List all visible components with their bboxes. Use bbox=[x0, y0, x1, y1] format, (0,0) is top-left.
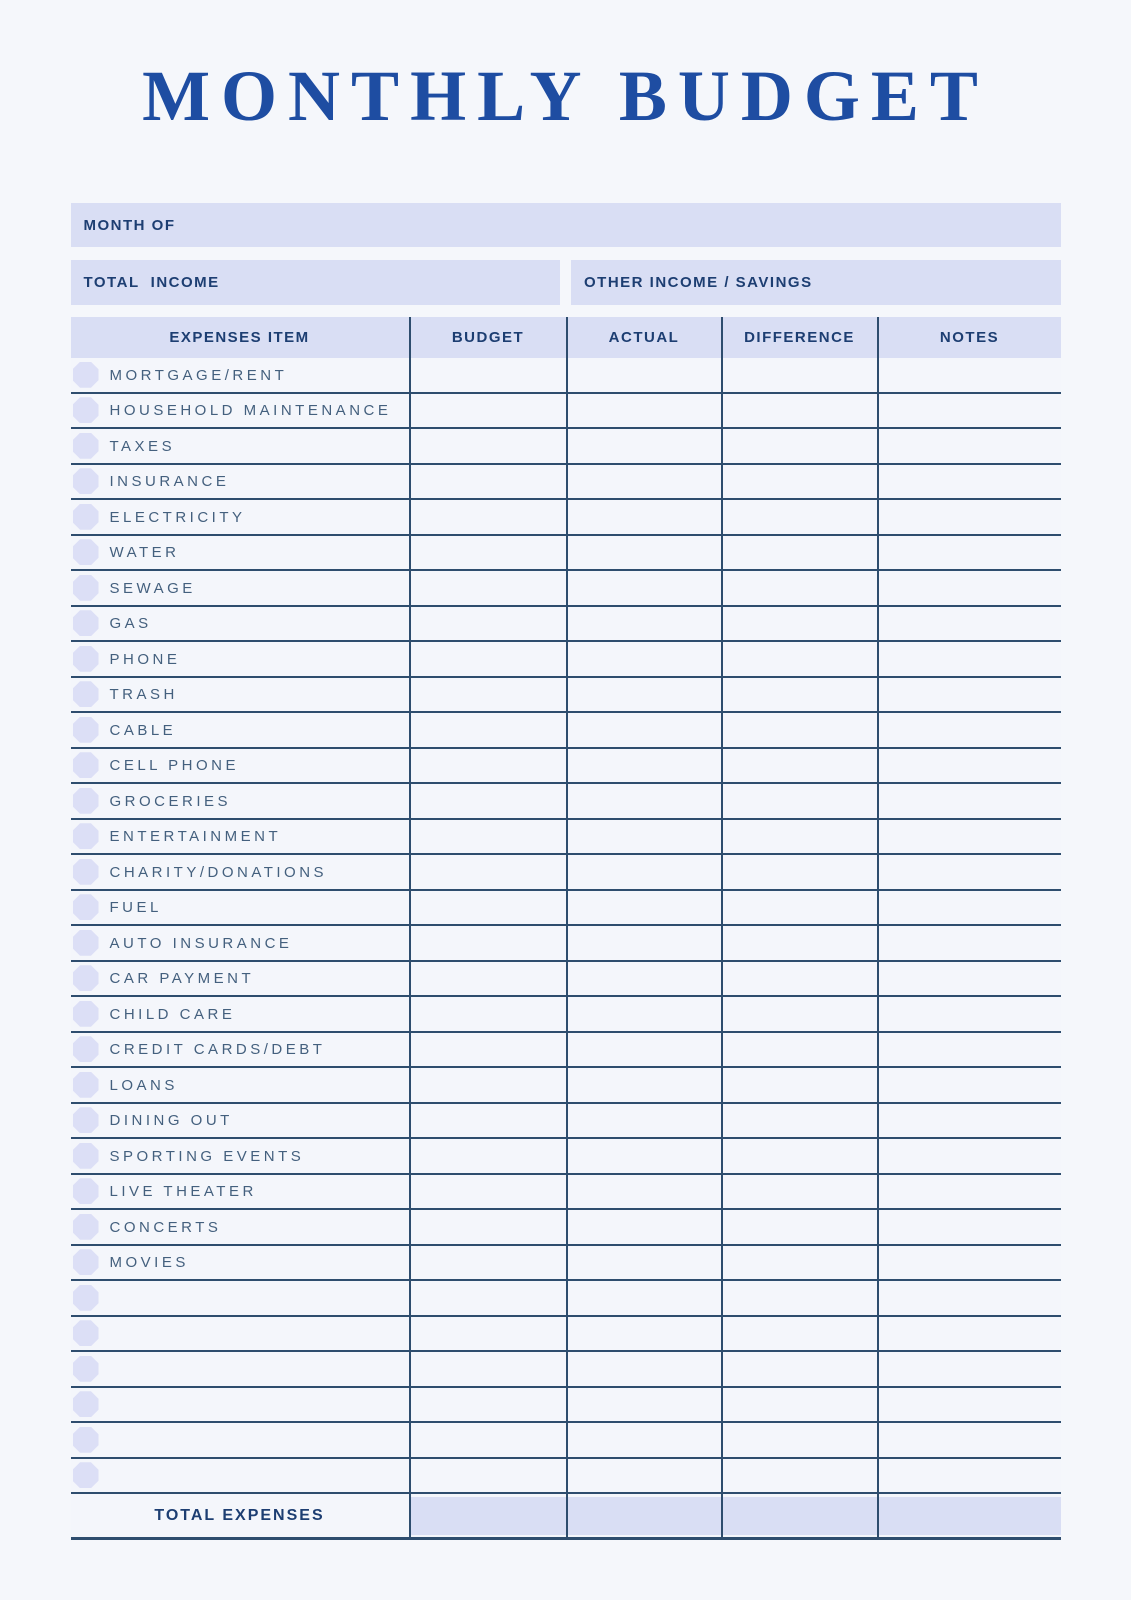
bullet-icon bbox=[73, 397, 99, 423]
table-row bbox=[71, 1033, 1061, 1069]
bullet-icon bbox=[73, 681, 99, 707]
notes-cell[interactable] bbox=[877, 678, 1061, 712]
notes-cell[interactable] bbox=[877, 1068, 1061, 1102]
actual-cell[interactable] bbox=[566, 1352, 721, 1386]
difference-cell[interactable] bbox=[721, 1104, 877, 1138]
page-title: MONTHLY BUDGET bbox=[142, 56, 989, 136]
actual-cell[interactable] bbox=[566, 642, 721, 676]
difference-cell[interactable] bbox=[721, 749, 877, 783]
table-row bbox=[71, 855, 1061, 891]
table-row bbox=[71, 1210, 1061, 1246]
bullet-icon bbox=[73, 433, 99, 459]
expense-item-label: PHONE bbox=[109, 650, 181, 668]
table-row bbox=[71, 465, 1061, 501]
notes-cell[interactable] bbox=[877, 571, 1061, 605]
budget-cell[interactable] bbox=[409, 358, 566, 392]
actual-cell[interactable] bbox=[566, 536, 721, 570]
table-row bbox=[71, 962, 1061, 998]
table-row bbox=[71, 1104, 1061, 1140]
month-of-label: MONTH OF bbox=[83, 216, 176, 234]
expense-item-cell bbox=[71, 749, 409, 783]
column-header-actual: ACTUAL bbox=[566, 317, 721, 358]
table-row-empty bbox=[71, 1423, 1061, 1459]
notes-cell[interactable] bbox=[877, 465, 1061, 499]
bullet-icon bbox=[73, 1427, 99, 1453]
notes-cell[interactable] bbox=[877, 891, 1061, 925]
actual-cell[interactable] bbox=[566, 855, 721, 889]
difference-cell[interactable] bbox=[721, 784, 877, 818]
difference-cell[interactable] bbox=[721, 607, 877, 641]
budget-cell[interactable] bbox=[409, 642, 566, 676]
expense-item-label: ENTERTAINMENT bbox=[109, 828, 282, 846]
notes-cell[interactable] bbox=[877, 855, 1061, 889]
notes-cell[interactable] bbox=[877, 607, 1061, 641]
expense-item-cell bbox=[71, 891, 409, 925]
expense-item-cell bbox=[71, 678, 409, 712]
notes-cell[interactable] bbox=[877, 642, 1061, 676]
table-row bbox=[71, 1139, 1061, 1175]
notes-cell[interactable] bbox=[877, 1388, 1061, 1422]
notes-cell[interactable] bbox=[877, 1033, 1061, 1067]
difference-cell[interactable] bbox=[721, 429, 877, 463]
budget-cell[interactable] bbox=[409, 429, 566, 463]
expense-item-label: ELECTRICITY bbox=[109, 508, 246, 526]
expense-item-label: HOUSEHOLD MAINTENANCE bbox=[109, 402, 392, 420]
expense-item-cell bbox=[71, 784, 409, 818]
difference-cell[interactable] bbox=[721, 394, 877, 428]
table-row bbox=[71, 713, 1061, 749]
expense-item-cell bbox=[71, 536, 409, 570]
table-header-row bbox=[71, 317, 1061, 358]
expense-item-cell bbox=[71, 1139, 409, 1173]
total-income-input[interactable] bbox=[220, 260, 560, 305]
bullet-icon bbox=[73, 894, 99, 920]
notes-cell[interactable] bbox=[877, 997, 1061, 1031]
expense-item-label: FUEL bbox=[109, 899, 162, 917]
expense-item-cell bbox=[71, 1423, 409, 1457]
expenses-table-body bbox=[71, 358, 1061, 1494]
budget-cell[interactable] bbox=[409, 1033, 566, 1067]
expense-item-label: TRASH bbox=[109, 686, 178, 704]
notes-cell[interactable] bbox=[877, 429, 1061, 463]
budget-cell[interactable] bbox=[409, 678, 566, 712]
total-income-label: TOTAL INCOME bbox=[83, 274, 220, 291]
actual-cell[interactable] bbox=[566, 571, 721, 605]
budget-cell[interactable] bbox=[409, 926, 566, 960]
column-header-expenses-item: EXPENSES ITEM bbox=[71, 317, 409, 358]
bullet-icon bbox=[73, 1178, 99, 1204]
expense-item-label: SPORTING EVENTS bbox=[109, 1147, 305, 1165]
table-row-empty bbox=[71, 1352, 1061, 1388]
expense-item-label: AUTO INSURANCE bbox=[109, 934, 293, 952]
actual-cell[interactable] bbox=[566, 1246, 721, 1280]
expense-item-cell bbox=[71, 713, 409, 747]
notes-cell[interactable] bbox=[877, 536, 1061, 570]
budget-cell[interactable] bbox=[409, 713, 566, 747]
difference-cell[interactable] bbox=[721, 1423, 877, 1457]
bullet-icon bbox=[73, 823, 99, 849]
bullet-icon bbox=[73, 539, 99, 565]
bullet-icon bbox=[73, 1214, 99, 1240]
table-row-empty bbox=[71, 1281, 1061, 1317]
budget-cell[interactable] bbox=[409, 465, 566, 499]
bullet-icon bbox=[73, 1391, 99, 1417]
expense-item-label: CONCERTS bbox=[109, 1218, 222, 1236]
bullet-icon bbox=[73, 1462, 99, 1488]
budget-cell[interactable] bbox=[409, 1423, 566, 1457]
budget-cell[interactable] bbox=[409, 394, 566, 428]
difference-cell[interactable] bbox=[721, 1317, 877, 1351]
total-actual-cell[interactable] bbox=[566, 1494, 721, 1537]
budget-cell[interactable] bbox=[409, 997, 566, 1031]
table-row bbox=[71, 394, 1061, 430]
difference-cell[interactable] bbox=[721, 855, 877, 889]
difference-cell[interactable] bbox=[721, 642, 877, 676]
table-row bbox=[71, 500, 1061, 536]
expense-item-label: LOANS bbox=[109, 1076, 178, 1094]
actual-cell[interactable] bbox=[566, 997, 721, 1031]
table-row-empty bbox=[71, 1388, 1061, 1424]
table-row bbox=[71, 1246, 1061, 1282]
notes-cell[interactable] bbox=[877, 394, 1061, 428]
table-row bbox=[71, 358, 1061, 394]
expense-item-cell bbox=[71, 465, 409, 499]
bullet-icon bbox=[73, 1143, 99, 1169]
difference-cell[interactable] bbox=[721, 997, 877, 1031]
notes-cell[interactable] bbox=[877, 358, 1061, 392]
expense-item-label: GAS bbox=[109, 615, 152, 633]
budget-cell[interactable] bbox=[409, 855, 566, 889]
total-income-field bbox=[71, 260, 561, 305]
expense-item-cell bbox=[71, 1033, 409, 1067]
actual-cell[interactable] bbox=[566, 1068, 721, 1102]
actual-cell[interactable] bbox=[566, 1139, 721, 1173]
notes-cell[interactable] bbox=[877, 1281, 1061, 1315]
bullet-icon bbox=[73, 1001, 99, 1027]
expense-item-cell bbox=[71, 962, 409, 996]
expense-item-cell bbox=[71, 1459, 409, 1493]
budget-cell[interactable] bbox=[409, 891, 566, 925]
bullet-icon bbox=[73, 1249, 99, 1275]
notes-cell[interactable] bbox=[877, 784, 1061, 818]
table-row bbox=[71, 891, 1061, 927]
bullet-icon bbox=[73, 1285, 99, 1311]
actual-cell[interactable] bbox=[566, 926, 721, 960]
notes-cell[interactable] bbox=[877, 713, 1061, 747]
bullet-icon bbox=[73, 1107, 99, 1133]
actual-cell[interactable] bbox=[566, 1210, 721, 1244]
expense-item-cell bbox=[71, 997, 409, 1031]
notes-cell[interactable] bbox=[877, 749, 1061, 783]
budget-cell[interactable] bbox=[409, 500, 566, 534]
actual-cell[interactable] bbox=[566, 1104, 721, 1138]
income-row bbox=[71, 260, 1061, 305]
difference-cell[interactable] bbox=[721, 926, 877, 960]
expense-item-label: SEWAGE bbox=[109, 579, 196, 597]
column-header-difference: DIFFERENCE bbox=[721, 317, 877, 358]
bullet-icon bbox=[73, 610, 99, 636]
expense-item-cell bbox=[71, 1068, 409, 1102]
expense-item-label: CHARITY/DONATIONS bbox=[109, 863, 328, 881]
actual-cell[interactable] bbox=[566, 1317, 721, 1351]
column-header-notes: NOTES bbox=[877, 317, 1061, 358]
actual-cell[interactable] bbox=[566, 962, 721, 996]
expense-item-label: CAR PAYMENT bbox=[109, 970, 255, 988]
column-header-budget: BUDGET bbox=[409, 317, 566, 358]
budget-cell[interactable] bbox=[409, 1281, 566, 1315]
difference-cell[interactable] bbox=[721, 713, 877, 747]
expense-item-cell bbox=[71, 1104, 409, 1138]
budget-cell[interactable] bbox=[409, 1068, 566, 1102]
expense-item-label: GROCERIES bbox=[109, 792, 232, 810]
difference-cell[interactable] bbox=[721, 571, 877, 605]
budget-cell[interactable] bbox=[409, 962, 566, 996]
actual-cell[interactable] bbox=[566, 607, 721, 641]
total-difference-cell[interactable] bbox=[721, 1494, 877, 1537]
difference-cell[interactable] bbox=[721, 1175, 877, 1209]
actual-cell[interactable] bbox=[566, 394, 721, 428]
month-of-field bbox=[71, 203, 1061, 247]
notes-cell[interactable] bbox=[877, 1352, 1061, 1386]
table-row bbox=[71, 1175, 1061, 1211]
total-expenses-row bbox=[71, 1494, 1061, 1540]
bullet-icon bbox=[73, 1356, 99, 1382]
difference-cell[interactable] bbox=[721, 1246, 877, 1280]
table-row bbox=[71, 571, 1061, 607]
table-row bbox=[71, 784, 1061, 820]
month-of-input[interactable] bbox=[176, 203, 1061, 247]
difference-cell[interactable] bbox=[721, 536, 877, 570]
expense-item-label: CABLE bbox=[109, 721, 177, 739]
expenses-table bbox=[71, 317, 1061, 1540]
expense-item-cell bbox=[71, 1281, 409, 1315]
budget-cell[interactable] bbox=[409, 1210, 566, 1244]
difference-cell[interactable] bbox=[721, 1068, 877, 1102]
expense-item-cell bbox=[71, 607, 409, 641]
total-notes-cell[interactable] bbox=[877, 1494, 1061, 1537]
expense-item-cell bbox=[71, 1352, 409, 1386]
expense-item-label: LIVE THEATER bbox=[109, 1183, 257, 1201]
actual-cell[interactable] bbox=[566, 820, 721, 854]
total-expenses-label: TOTAL EXPENSES bbox=[154, 1506, 325, 1524]
budget-cell[interactable] bbox=[409, 607, 566, 641]
expense-item-cell bbox=[71, 642, 409, 676]
table-row bbox=[71, 749, 1061, 785]
table-row bbox=[71, 642, 1061, 678]
budget-cell[interactable] bbox=[409, 1459, 566, 1493]
actual-cell[interactable] bbox=[566, 713, 721, 747]
bullet-icon bbox=[73, 788, 99, 814]
actual-cell[interactable] bbox=[566, 358, 721, 392]
expense-item-cell bbox=[71, 926, 409, 960]
notes-cell[interactable] bbox=[877, 1246, 1061, 1280]
bullet-icon bbox=[73, 468, 99, 494]
other-income-savings-input[interactable] bbox=[813, 260, 1061, 305]
expense-item-cell bbox=[71, 429, 409, 463]
expense-item-cell bbox=[71, 394, 409, 428]
actual-cell[interactable] bbox=[566, 465, 721, 499]
table-row bbox=[71, 429, 1061, 465]
expense-item-cell bbox=[71, 500, 409, 534]
bullet-icon bbox=[73, 646, 99, 672]
expense-item-label: MOVIES bbox=[109, 1254, 189, 1272]
difference-cell[interactable] bbox=[721, 962, 877, 996]
difference-cell[interactable] bbox=[721, 1033, 877, 1067]
notes-cell[interactable] bbox=[877, 820, 1061, 854]
expense-item-label: MORTGAGE/RENT bbox=[109, 366, 288, 384]
difference-cell[interactable] bbox=[721, 891, 877, 925]
difference-cell[interactable] bbox=[721, 1352, 877, 1386]
bullet-icon bbox=[73, 504, 99, 530]
table-row bbox=[71, 926, 1061, 962]
budget-cell[interactable] bbox=[409, 749, 566, 783]
bullet-icon bbox=[73, 575, 99, 601]
actual-cell[interactable] bbox=[566, 678, 721, 712]
actual-cell[interactable] bbox=[566, 1033, 721, 1067]
expense-item-cell bbox=[71, 1246, 409, 1280]
budget-cell[interactable] bbox=[409, 820, 566, 854]
actual-cell[interactable] bbox=[566, 1388, 721, 1422]
expense-item-label: CREDIT CARDS/DEBT bbox=[109, 1041, 326, 1059]
actual-cell[interactable] bbox=[566, 1423, 721, 1457]
table-row bbox=[71, 997, 1061, 1033]
actual-cell[interactable] bbox=[566, 1281, 721, 1315]
actual-cell[interactable] bbox=[566, 891, 721, 925]
table-row bbox=[71, 820, 1061, 856]
expense-item-label: TAXES bbox=[109, 437, 176, 455]
difference-cell[interactable] bbox=[721, 1388, 877, 1422]
difference-cell[interactable] bbox=[721, 678, 877, 712]
budget-cell[interactable] bbox=[409, 1175, 566, 1209]
notes-cell[interactable] bbox=[877, 1104, 1061, 1138]
expense-item-label: CELL PHONE bbox=[109, 757, 239, 775]
budget-cell[interactable] bbox=[409, 1139, 566, 1173]
budget-cell[interactable] bbox=[409, 784, 566, 818]
notes-cell[interactable] bbox=[877, 1459, 1061, 1493]
table-row bbox=[71, 1068, 1061, 1104]
total-expenses-label-cell bbox=[71, 1494, 409, 1537]
difference-cell[interactable] bbox=[721, 820, 877, 854]
difference-cell[interactable] bbox=[721, 465, 877, 499]
other-income-savings-field bbox=[571, 260, 1061, 305]
actual-cell[interactable] bbox=[566, 1459, 721, 1493]
expense-item-label: DINING OUT bbox=[109, 1112, 233, 1130]
notes-cell[interactable] bbox=[877, 926, 1061, 960]
expense-item-cell bbox=[71, 820, 409, 854]
notes-cell[interactable] bbox=[877, 1423, 1061, 1457]
notes-cell[interactable] bbox=[877, 962, 1061, 996]
bullet-icon bbox=[73, 1036, 99, 1062]
difference-cell[interactable] bbox=[721, 1281, 877, 1315]
budget-cell[interactable] bbox=[409, 1388, 566, 1422]
difference-cell[interactable] bbox=[721, 1139, 877, 1173]
actual-cell[interactable] bbox=[566, 749, 721, 783]
expense-item-cell bbox=[71, 1388, 409, 1422]
actual-cell[interactable] bbox=[566, 500, 721, 534]
bullet-icon bbox=[73, 362, 99, 388]
table-row bbox=[71, 536, 1061, 572]
total-budget-cell[interactable] bbox=[409, 1494, 566, 1537]
table-row-empty bbox=[71, 1317, 1061, 1353]
notes-cell[interactable] bbox=[877, 1139, 1061, 1173]
budget-cell[interactable] bbox=[409, 571, 566, 605]
expense-item-label: WATER bbox=[109, 544, 180, 562]
table-row bbox=[71, 607, 1061, 643]
table-row-empty bbox=[71, 1459, 1061, 1495]
budget-cell[interactable] bbox=[409, 1246, 566, 1280]
actual-cell[interactable] bbox=[566, 1175, 721, 1209]
expense-item-label: INSURANCE bbox=[109, 473, 230, 491]
bullet-icon bbox=[73, 717, 99, 743]
table-row bbox=[71, 678, 1061, 714]
expense-item-label: CHILD CARE bbox=[109, 1005, 236, 1023]
actual-cell[interactable] bbox=[566, 784, 721, 818]
expense-item-cell bbox=[71, 1317, 409, 1351]
bullet-icon bbox=[73, 1320, 99, 1346]
other-income-savings-label: OTHER INCOME / SAVINGS bbox=[584, 274, 813, 291]
budget-cell[interactable] bbox=[409, 536, 566, 570]
notes-cell[interactable] bbox=[877, 1317, 1061, 1351]
difference-cell[interactable] bbox=[721, 1210, 877, 1244]
expense-item-cell bbox=[71, 358, 409, 392]
difference-cell[interactable] bbox=[721, 500, 877, 534]
notes-cell[interactable] bbox=[877, 1210, 1061, 1244]
expense-item-cell bbox=[71, 855, 409, 889]
actual-cell[interactable] bbox=[566, 429, 721, 463]
bullet-icon bbox=[73, 752, 99, 778]
budget-cell[interactable] bbox=[409, 1104, 566, 1138]
notes-cell[interactable] bbox=[877, 1175, 1061, 1209]
bullet-icon bbox=[73, 930, 99, 956]
expense-item-cell bbox=[71, 1175, 409, 1209]
bullet-icon bbox=[73, 1072, 99, 1098]
difference-cell[interactable] bbox=[721, 1459, 877, 1493]
budget-cell[interactable] bbox=[409, 1352, 566, 1386]
budget-cell[interactable] bbox=[409, 1317, 566, 1351]
difference-cell[interactable] bbox=[721, 358, 877, 392]
notes-cell[interactable] bbox=[877, 500, 1061, 534]
bullet-icon bbox=[73, 965, 99, 991]
expense-item-cell bbox=[71, 571, 409, 605]
bullet-icon bbox=[73, 859, 99, 885]
expense-item-cell bbox=[71, 1210, 409, 1244]
